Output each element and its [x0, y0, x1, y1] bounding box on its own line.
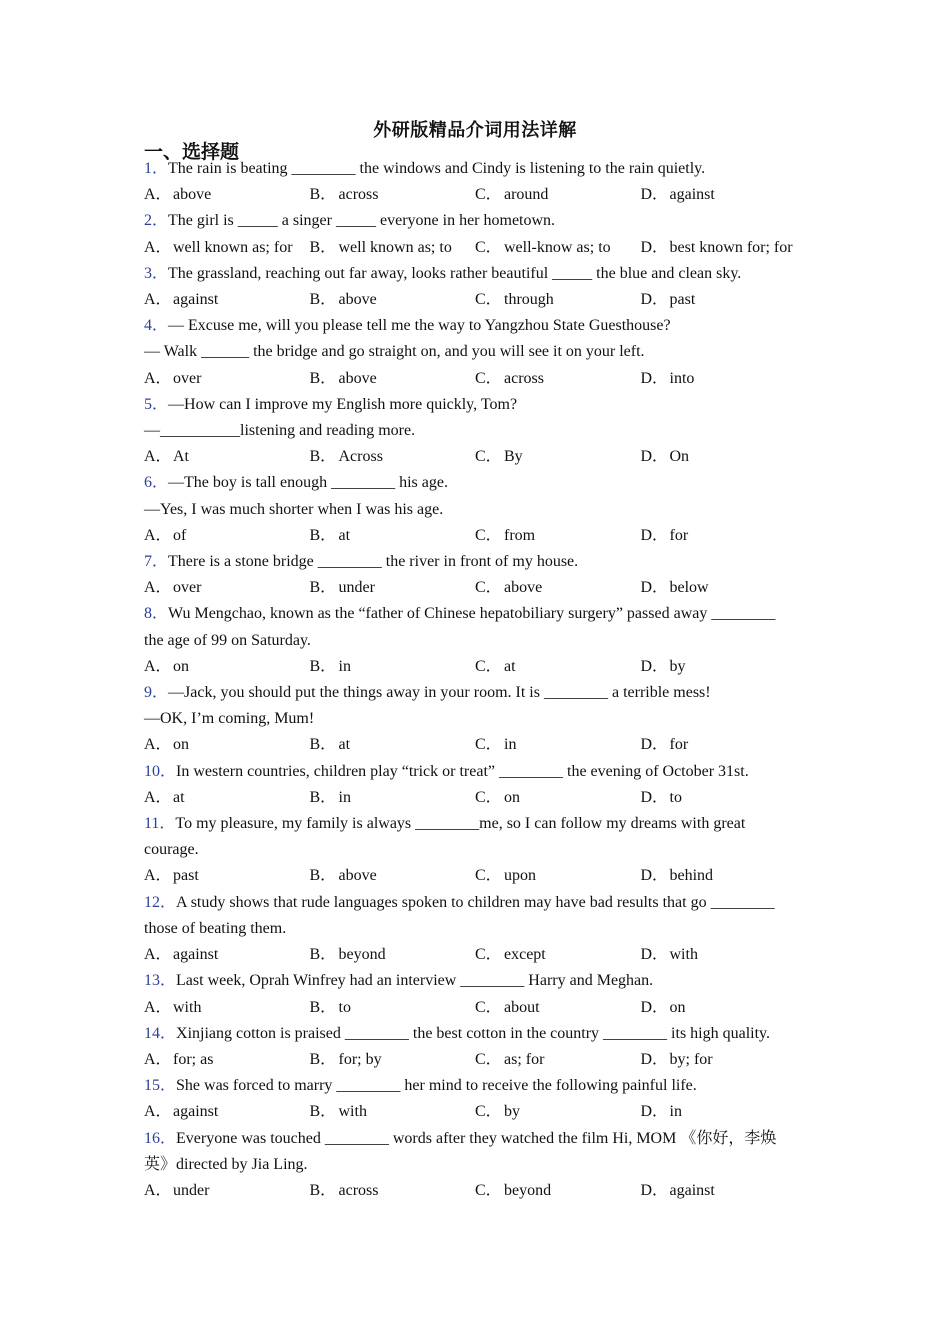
option-text: on: [173, 657, 189, 675]
option-text: on: [173, 736, 189, 754]
question-number: 16．: [144, 1129, 177, 1147]
option-text: upon: [504, 867, 536, 885]
option-letter: D．: [640, 448, 669, 466]
option-text: Across: [338, 448, 383, 466]
option-letter: C．: [475, 186, 502, 204]
option-text: to: [338, 998, 351, 1016]
option-text: for; by: [338, 1050, 382, 1068]
question-line: — Excuse me, will you please tell me the way to Yangzhou State Guesthouse?: [168, 317, 671, 335]
question-line: Xinjiang cotton is praised ________ the best cotton in the country ________ its high quality.: [176, 1024, 771, 1042]
answer-option[interactable]: [475, 942, 641, 968]
option-text: above: [338, 291, 377, 309]
answer-option[interactable]: [310, 523, 476, 549]
answer-option[interactable]: [310, 366, 476, 392]
answer-option[interactable]: [310, 995, 476, 1021]
answer-option[interactable]: [144, 523, 310, 549]
option-letter: D．: [640, 238, 669, 256]
answer-option[interactable]: [310, 444, 476, 470]
question-line: Everyone was touched ________ words after they watched the film Hi, MOM 《你好，李焕: [176, 1129, 777, 1147]
question-line: The girl is _____ a singer _____ everyone in her hometown.: [168, 212, 556, 230]
answer-option[interactable]: [641, 942, 807, 968]
option-letter: C．: [475, 998, 502, 1016]
option-letter: A．: [144, 736, 172, 754]
option-letter: C．: [475, 946, 502, 964]
option-letter: B．: [309, 1050, 337, 1068]
question-text-continued: [144, 418, 810, 444]
answer-option[interactable]: [144, 575, 310, 601]
question-number: 3．: [144, 264, 169, 282]
option-letter: B．: [309, 369, 337, 387]
question-text-continued: [144, 1152, 810, 1178]
option-letter: B．: [309, 736, 337, 754]
option-letter: A．: [144, 1103, 172, 1121]
option-letter: C．: [475, 788, 502, 806]
answer-option[interactable]: [475, 444, 641, 470]
answer-options: [144, 1099, 810, 1125]
option-text: to: [669, 788, 682, 806]
option-text: against: [669, 186, 715, 204]
question-item: [144, 759, 810, 811]
option-text: on: [504, 788, 520, 806]
option-text: through: [504, 291, 554, 309]
answer-option[interactable]: [144, 732, 310, 758]
question-number: 10．: [144, 762, 177, 780]
option-letter: C．: [475, 736, 502, 754]
answer-option[interactable]: [641, 575, 807, 601]
question-item: [144, 1021, 810, 1073]
option-letter: D．: [640, 1050, 669, 1068]
option-text: beyond: [338, 946, 386, 964]
question-line: To my pleasure, my family is always ________me, so I can follow my dreams with great: [175, 815, 746, 833]
option-letter: C．: [475, 1181, 502, 1199]
answer-option[interactable]: [641, 523, 807, 549]
answer-option[interactable]: [144, 1047, 310, 1073]
question-item: [144, 392, 810, 471]
question-line: She was forced to marry ________ her mind to receive the following painful life.: [176, 1077, 697, 1095]
option-text: against: [173, 946, 219, 964]
option-text: around: [504, 186, 549, 204]
option-letter: B．: [309, 186, 337, 204]
answer-option[interactable]: [144, 1178, 310, 1204]
answer-options: [144, 366, 810, 392]
option-letter: D．: [640, 788, 669, 806]
answer-options: [144, 575, 810, 601]
question-text-continued: [144, 339, 810, 365]
option-text: at: [338, 736, 351, 754]
option-letter: C．: [475, 238, 502, 256]
option-text: against: [669, 1181, 715, 1199]
option-text: On: [669, 448, 690, 466]
answer-option[interactable]: [475, 654, 641, 680]
question-number: 13．: [144, 972, 177, 990]
question-text: [144, 470, 810, 496]
option-text: on: [669, 998, 686, 1016]
question-line: — Walk ______ the bridge and go straight on, and you will see it on your left.: [144, 343, 645, 361]
answer-options: [144, 863, 810, 889]
answer-options: [144, 995, 810, 1021]
question-text: [144, 208, 810, 234]
question-text-continued: [144, 497, 810, 523]
option-letter: A．: [144, 526, 172, 544]
option-letter: D．: [640, 946, 669, 964]
question-line: Last week, Oprah Winfrey had an interview ________ Harry and Meghan.: [176, 972, 654, 990]
answer-option[interactable]: [144, 654, 310, 680]
option-text: well-know as; to: [504, 238, 611, 256]
question-item: [144, 156, 810, 208]
option-text: with: [338, 1103, 367, 1121]
option-letter: A．: [144, 1181, 172, 1199]
option-text: well known as; for: [173, 238, 293, 256]
option-letter: A．: [144, 579, 172, 597]
section-heading: 一、选择题: [144, 142, 240, 163]
option-letter: D．: [640, 579, 669, 597]
question-text: [144, 601, 810, 627]
answer-options: [144, 444, 810, 470]
option-text: at: [173, 788, 185, 806]
question-line: courage.: [144, 841, 199, 859]
answer-options: [144, 287, 810, 313]
question-number: 4．: [144, 317, 169, 335]
question-text: [144, 392, 810, 418]
answer-option[interactable]: [310, 235, 476, 261]
question-text: [144, 890, 810, 916]
option-letter: A．: [144, 1050, 172, 1068]
answer-option[interactable]: [144, 785, 310, 811]
answer-options: [144, 1047, 810, 1073]
answer-option[interactable]: [310, 732, 476, 758]
question-item: [144, 208, 810, 260]
question-number: 2．: [144, 212, 169, 230]
option-text: below: [669, 579, 709, 597]
answer-option[interactable]: [310, 942, 476, 968]
question-item: [144, 313, 810, 392]
option-text: by; for: [669, 1050, 713, 1068]
answer-option[interactable]: [475, 575, 641, 601]
option-letter: A．: [144, 946, 172, 964]
question-line: The rain is beating ________ the windows and Cindy is listening to the rain quietly.: [168, 160, 706, 177]
question-text-continued: [144, 706, 810, 732]
option-letter: D．: [640, 998, 669, 1016]
answer-option[interactable]: [641, 1047, 807, 1073]
answer-options: [144, 654, 810, 680]
option-letter: C．: [475, 1050, 502, 1068]
answer-option[interactable]: [475, 523, 641, 549]
option-text: beyond: [504, 1181, 552, 1199]
option-text: for: [669, 526, 689, 544]
question-item: [144, 968, 810, 1020]
question-text: [144, 968, 810, 994]
option-text: in: [669, 1103, 682, 1121]
option-text: At: [173, 448, 189, 466]
option-text: by: [669, 657, 686, 675]
option-letter: C．: [475, 579, 502, 597]
option-text: with: [669, 946, 698, 964]
option-letter: B．: [309, 1181, 337, 1199]
document-title: 外研版精品介词用法详解: [373, 120, 577, 140]
answer-option[interactable]: [641, 444, 807, 470]
option-letter: D．: [640, 736, 669, 754]
question-line: those of beating them.: [144, 919, 287, 937]
option-letter: D．: [640, 657, 669, 675]
answer-option[interactable]: [310, 1099, 476, 1125]
answer-option[interactable]: [144, 235, 310, 261]
question-number: 15．: [144, 1077, 177, 1095]
option-letter: A．: [144, 657, 172, 675]
answer-option[interactable]: [641, 785, 807, 811]
question-line: 英》directed by Jia Ling.: [144, 1155, 308, 1173]
answer-option[interactable]: [310, 1178, 476, 1204]
option-text: across: [338, 1181, 379, 1199]
option-text: for: [669, 736, 689, 754]
question-item: [144, 470, 810, 549]
answer-option[interactable]: [475, 863, 641, 889]
option-letter: A．: [144, 448, 172, 466]
option-text: across: [338, 186, 379, 204]
question-text: [144, 759, 810, 785]
option-letter: B．: [309, 998, 337, 1016]
question-item: [144, 1126, 810, 1205]
question-text-continued: [144, 837, 810, 863]
answer-option[interactable]: [475, 1047, 641, 1073]
option-text: by: [504, 1103, 520, 1121]
answer-options: [144, 942, 810, 968]
question-number: 5．: [144, 395, 169, 413]
option-text: under: [173, 1181, 210, 1199]
option-letter: D．: [640, 526, 669, 544]
answer-option[interactable]: [475, 1178, 641, 1204]
option-letter: A．: [144, 867, 172, 885]
question-text: [144, 1126, 810, 1152]
option-text: best known for; for: [669, 238, 793, 256]
answer-options: [144, 182, 810, 208]
answer-option[interactable]: [475, 995, 641, 1021]
answer-option[interactable]: [641, 995, 807, 1021]
answer-option[interactable]: [144, 995, 310, 1021]
question-number: 12．: [144, 893, 177, 911]
option-letter: B．: [309, 448, 337, 466]
answer-option[interactable]: [475, 366, 641, 392]
option-text: above: [173, 186, 212, 204]
option-letter: D．: [640, 1181, 669, 1199]
question-item: [144, 261, 810, 313]
option-text: except: [504, 946, 546, 964]
answer-option[interactable]: [641, 182, 807, 208]
option-letter: B．: [309, 526, 337, 544]
question-item: [144, 811, 810, 890]
option-text: across: [504, 369, 544, 387]
question-line: Wu Mengchao, known as the “father of Chinese hepatobiliary surgery” passed away ________: [168, 605, 776, 623]
answer-option[interactable]: [641, 1099, 807, 1125]
question-item: [144, 549, 810, 601]
option-text: into: [669, 369, 695, 387]
option-letter: B．: [309, 238, 337, 256]
answer-option[interactable]: [641, 235, 807, 261]
answer-option[interactable]: [641, 863, 807, 889]
question-line: There is a stone bridge ________ the river in front of my house.: [168, 553, 579, 571]
answer-option[interactable]: [144, 942, 310, 968]
answer-option[interactable]: [475, 785, 641, 811]
question-text-continued: [144, 916, 810, 942]
question-item: [144, 1073, 810, 1125]
option-text: about: [504, 998, 540, 1016]
option-letter: D．: [640, 1103, 669, 1121]
option-letter: C．: [475, 657, 502, 675]
option-text: against: [173, 1103, 219, 1121]
question-list: [144, 156, 810, 1204]
question-number: 6．: [144, 474, 169, 492]
option-text: behind: [669, 867, 714, 885]
answer-option[interactable]: [475, 1099, 641, 1125]
option-text: at: [504, 657, 516, 675]
answer-option[interactable]: [144, 287, 310, 313]
question-text-continued: [144, 628, 810, 654]
answer-option[interactable]: [310, 1047, 476, 1073]
question-number: 1．: [144, 160, 169, 177]
question-line: the age of 99 on Saturday.: [144, 631, 311, 649]
option-letter: D．: [640, 867, 669, 885]
question-number: 9．: [144, 684, 169, 702]
answer-option[interactable]: [144, 182, 310, 208]
option-letter: C．: [475, 1103, 502, 1121]
question-line: The grassland, reaching out far away, looks rather beautiful _____ the blue and clean sky.: [168, 264, 742, 282]
question-text: [144, 811, 810, 837]
question-line: —__________listening and reading more.: [144, 422, 416, 440]
question-number: 7．: [144, 553, 169, 571]
option-letter: A．: [144, 998, 172, 1016]
option-text: well known as; to: [338, 238, 452, 256]
option-letter: A．: [144, 186, 172, 204]
answer-option[interactable]: [310, 654, 476, 680]
option-text: against: [173, 291, 219, 309]
option-text: in: [504, 736, 517, 754]
answer-option[interactable]: [641, 732, 807, 758]
option-letter: C．: [475, 448, 502, 466]
answer-option[interactable]: [475, 235, 641, 261]
answer-option[interactable]: [310, 182, 476, 208]
option-letter: B．: [309, 1103, 337, 1121]
option-letter: C．: [475, 526, 502, 544]
option-text: past: [173, 867, 199, 885]
answer-option[interactable]: [310, 575, 476, 601]
option-letter: D．: [640, 291, 669, 309]
option-text: in: [338, 657, 351, 675]
option-text: above: [504, 579, 543, 597]
option-text: as; for: [504, 1050, 545, 1068]
option-letter: B．: [309, 579, 337, 597]
option-letter: A．: [144, 238, 172, 256]
answer-option[interactable]: [641, 366, 807, 392]
answer-option[interactable]: [310, 863, 476, 889]
question-text: [144, 313, 810, 339]
answer-options: [144, 1178, 810, 1204]
question-item: [144, 680, 810, 759]
answer-options: [144, 732, 810, 758]
option-letter: A．: [144, 788, 172, 806]
option-text: past: [669, 291, 696, 309]
answer-option[interactable]: [641, 654, 807, 680]
question-item: [144, 890, 810, 969]
option-text: above: [338, 369, 377, 387]
question-number: 14．: [144, 1024, 177, 1042]
option-letter: B．: [309, 867, 337, 885]
option-text: over: [173, 369, 202, 387]
question-line: —Yes, I was much shorter when I was his age.: [144, 500, 444, 518]
question-number: 8．: [144, 605, 169, 623]
answer-options: [144, 785, 810, 811]
option-letter: C．: [475, 369, 502, 387]
answer-option[interactable]: [310, 287, 476, 313]
option-text: with: [173, 998, 202, 1016]
answer-options: [144, 523, 810, 549]
option-text: above: [338, 867, 377, 885]
option-text: at: [338, 526, 351, 544]
option-letter: B．: [309, 788, 337, 806]
question-text: [144, 1021, 810, 1047]
option-letter: C．: [475, 867, 502, 885]
option-text: for; as: [173, 1050, 214, 1068]
question-text: [144, 549, 810, 575]
answer-option[interactable]: [641, 1178, 807, 1204]
question-text: [144, 156, 810, 182]
option-letter: A．: [144, 291, 172, 309]
answer-option[interactable]: [310, 785, 476, 811]
answer-option[interactable]: [475, 287, 641, 313]
option-letter: D．: [640, 186, 669, 204]
option-text: over: [173, 579, 202, 597]
question-line: —Jack, you should put the things away in your room. It is ________ a terrible mess!: [168, 684, 711, 702]
option-text: under: [338, 579, 375, 597]
option-text: By: [504, 448, 523, 466]
option-text: in: [338, 788, 351, 806]
answer-option[interactable]: [641, 287, 807, 313]
question-line: In western countries, children play “trick or treat” ________ the evening of October 31st.: [176, 762, 749, 780]
option-text: from: [504, 526, 536, 544]
question-line: —OK, I’m coming, Mum!: [144, 710, 315, 728]
question-text: [144, 261, 810, 287]
answer-option[interactable]: [144, 1099, 310, 1125]
answer-option[interactable]: [144, 366, 310, 392]
option-letter: C．: [475, 291, 502, 309]
question-text: [144, 680, 810, 706]
option-letter: D．: [640, 369, 669, 387]
option-letter: B．: [309, 291, 337, 309]
answer-option[interactable]: [144, 444, 310, 470]
question-line: —How can I improve my English more quickly, Tom?: [168, 395, 518, 413]
answer-option[interactable]: [475, 732, 641, 758]
question-item: [144, 601, 810, 680]
answer-options: [144, 235, 810, 261]
question-number: 11．: [144, 815, 176, 833]
option-letter: B．: [309, 657, 337, 675]
option-letter: B．: [309, 946, 337, 964]
answer-option[interactable]: [144, 863, 310, 889]
question-line: A study shows that rude languages spoken to children may have bad results that go ________: [176, 893, 775, 911]
option-letter: A．: [144, 369, 172, 387]
question-line: —The boy is tall enough ________ his age.: [168, 474, 448, 492]
question-text: [144, 1073, 810, 1099]
answer-option[interactable]: [475, 182, 641, 208]
option-text: of: [173, 526, 187, 544]
